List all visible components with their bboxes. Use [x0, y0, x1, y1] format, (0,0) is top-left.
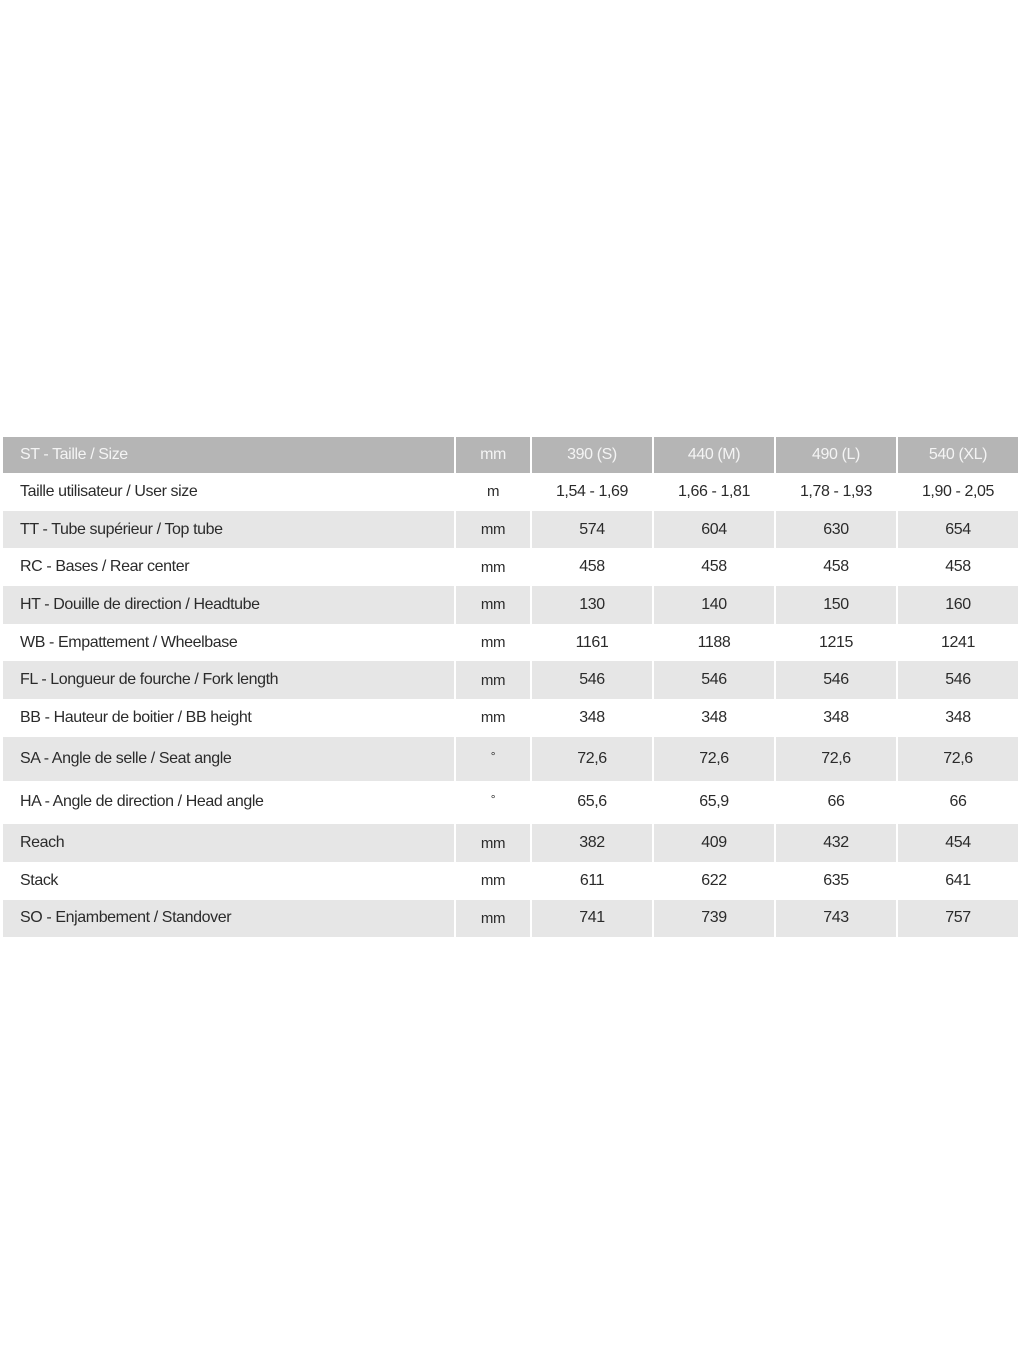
cell-size-xl: 454 [898, 824, 1018, 862]
cell-size-m: 140 [654, 586, 774, 624]
cell-size-l: 635 [776, 862, 896, 900]
row-label: Stack [3, 862, 454, 900]
cell-size-l: 630 [776, 511, 896, 549]
cell-size-s: 574 [532, 511, 652, 549]
row-label: SA - Angle de selle / Seat angle [3, 737, 454, 781]
row-label: WB - Empattement / Wheelbase [3, 624, 454, 662]
cell-size-s: 741 [532, 900, 652, 938]
row-unit: mm [456, 624, 530, 662]
row-unit: mm [456, 511, 530, 549]
table-body [3, 473, 1018, 937]
cell-size-xl: 1241 [898, 624, 1018, 662]
cell-size-s: 546 [532, 661, 652, 699]
table-row [3, 737, 1018, 781]
row-label: HT - Douille de direction / Headtube [3, 586, 454, 624]
row-unit: mm [456, 862, 530, 900]
cell-size-xl: 1,90 - 2,05 [898, 473, 1018, 511]
cell-size-m: 458 [654, 548, 774, 586]
row-label: TT - Tube supérieur / Top tube [3, 511, 454, 549]
header-size-label: ST - Taille / Size [3, 437, 454, 473]
cell-size-xl: 546 [898, 661, 1018, 699]
cell-size-s: 458 [532, 548, 652, 586]
cell-size-m: 72,6 [654, 737, 774, 781]
table-row [3, 900, 1018, 938]
table-row [3, 824, 1018, 862]
cell-size-s: 65,6 [532, 781, 652, 825]
header-size-xl: 540 (XL) [898, 437, 1018, 473]
cell-size-xl: 66 [898, 781, 1018, 825]
cell-size-l: 1,78 - 1,93 [776, 473, 896, 511]
table-row [3, 624, 1018, 662]
cell-size-xl: 348 [898, 699, 1018, 737]
row-unit: m [456, 473, 530, 511]
cell-size-m: 1,66 - 1,81 [654, 473, 774, 511]
table-header [3, 437, 1018, 473]
row-unit: mm [456, 699, 530, 737]
cell-size-xl: 72,6 [898, 737, 1018, 781]
table-row [3, 586, 1018, 624]
cell-size-m: 348 [654, 699, 774, 737]
row-label: Taille utilisateur / User size [3, 473, 454, 511]
cell-size-l: 1215 [776, 624, 896, 662]
row-label: FL - Longueur de fourche / Fork length [3, 661, 454, 699]
cell-size-m: 1188 [654, 624, 774, 662]
cell-size-xl: 458 [898, 548, 1018, 586]
cell-size-s: 611 [532, 862, 652, 900]
cell-size-s: 72,6 [532, 737, 652, 781]
table-row [3, 661, 1018, 699]
geometry-table [1, 437, 1020, 937]
row-label: HA - Angle de direction / Head angle [3, 781, 454, 825]
row-unit: ° [456, 737, 530, 781]
table-row [3, 511, 1018, 549]
row-label: BB - Hauteur de boitier / BB height [3, 699, 454, 737]
cell-size-l: 432 [776, 824, 896, 862]
table-row [3, 862, 1018, 900]
cell-size-s: 1,54 - 1,69 [532, 473, 652, 511]
table-row [3, 781, 1018, 825]
cell-size-l: 348 [776, 699, 896, 737]
cell-size-l: 743 [776, 900, 896, 938]
row-unit: mm [456, 586, 530, 624]
cell-size-xl: 654 [898, 511, 1018, 549]
table-row [3, 699, 1018, 737]
cell-size-m: 604 [654, 511, 774, 549]
cell-size-m: 65,9 [654, 781, 774, 825]
cell-size-s: 382 [532, 824, 652, 862]
cell-size-l: 150 [776, 586, 896, 624]
cell-size-s: 130 [532, 586, 652, 624]
row-unit: mm [456, 824, 530, 862]
header-size-s: 390 (S) [532, 437, 652, 473]
row-label: Reach [3, 824, 454, 862]
header-row [3, 437, 1018, 473]
cell-size-l: 72,6 [776, 737, 896, 781]
header-size-l: 490 (L) [776, 437, 896, 473]
cell-size-m: 739 [654, 900, 774, 938]
cell-size-s: 1161 [532, 624, 652, 662]
cell-size-xl: 757 [898, 900, 1018, 938]
cell-size-m: 546 [654, 661, 774, 699]
row-unit: mm [456, 661, 530, 699]
cell-size-l: 458 [776, 548, 896, 586]
row-unit: mm [456, 900, 530, 938]
table-row [3, 548, 1018, 586]
cell-size-xl: 641 [898, 862, 1018, 900]
row-label: RC - Bases / Rear center [3, 548, 454, 586]
cell-size-s: 348 [532, 699, 652, 737]
cell-size-l: 546 [776, 661, 896, 699]
table-row [3, 473, 1018, 511]
cell-size-m: 622 [654, 862, 774, 900]
row-unit: mm [456, 548, 530, 586]
header-unit: mm [456, 437, 530, 473]
cell-size-l: 66 [776, 781, 896, 825]
cell-size-m: 409 [654, 824, 774, 862]
header-size-m: 440 (M) [654, 437, 774, 473]
cell-size-xl: 160 [898, 586, 1018, 624]
row-label: SO - Enjambement / Standover [3, 900, 454, 938]
row-unit: ° [456, 781, 530, 825]
